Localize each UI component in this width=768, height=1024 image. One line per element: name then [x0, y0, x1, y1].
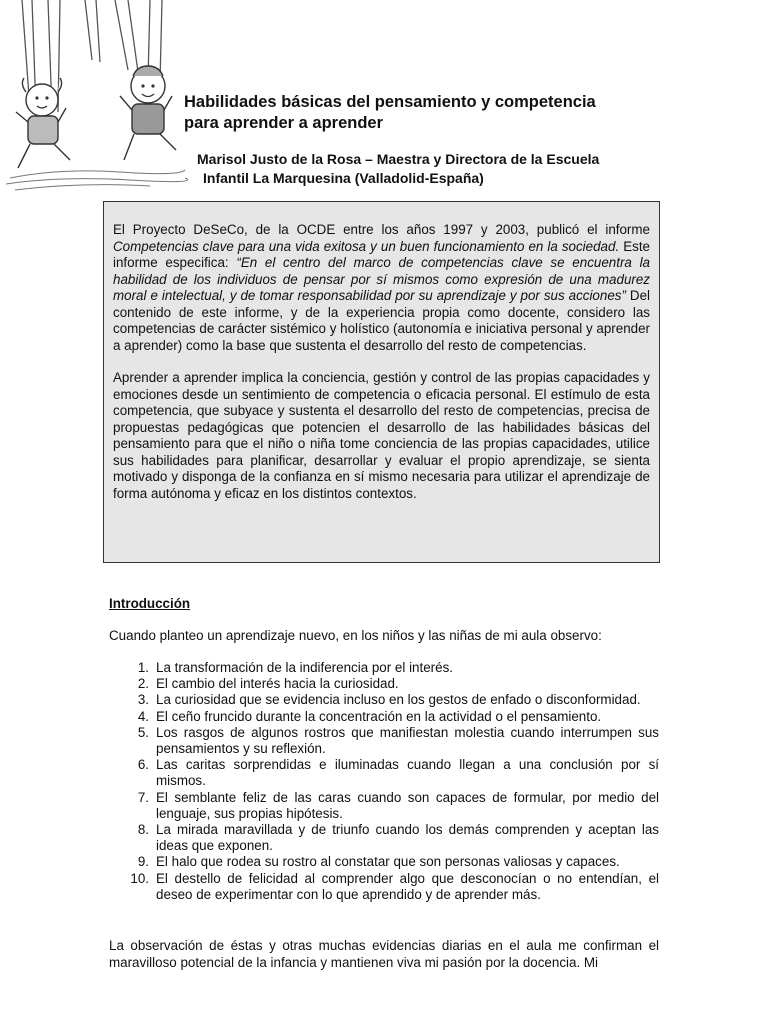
list-item: [109, 692, 659, 708]
list-number: 4.: [137, 708, 149, 724]
list-number: 9.: [137, 854, 149, 870]
list-item: [109, 757, 659, 789]
closing-paragraph: La observación de éstas y otras muchas evidencias diarias en el aula me confirman el maravilloso potencial de la infancia y mantienen viva mi pasión por la docencia. Mi: [109, 938, 659, 970]
list-number: 5.: [137, 724, 149, 740]
list-text: La mirada maravillada y de triunfo cuando los demás comprenden y aceptan las ideas que exponen.: [156, 822, 659, 854]
author-line-1: Marisol Justo de la Rosa – Maestra y Directora de la Escuela: [197, 151, 600, 167]
list-number: 10.: [130, 870, 149, 886]
list-text: El semblante feliz de las caras cuando son capaces de formular, por medio del lenguaje, sus propias hipótesis.: [156, 789, 659, 821]
list-text: El destello de felicidad al comprender algo que desconocían o no entendían, el deseo de experimentar con lo que aprendido y de aprender más.: [156, 870, 659, 902]
abstract-paragraph-1: [113, 222, 650, 354]
abstract-text: El Proyecto DeSeCo, de la OCDE entre los años 1997 y 2003, publicó el informe: [113, 222, 650, 237]
report-quote-italic: “En el centro del marco de competencias clave se encuentra la habilidad de los individuos de pensar por sí mismos como expresión de una madurez moral e intelectual, y de tomar responsabilidad por su aprendizaje y por sus acciones”: [113, 255, 650, 303]
observation-list: [109, 660, 659, 903]
document-title: [184, 92, 664, 134]
list-item: [109, 822, 659, 854]
author-line-2: Infantil La Marquesina (Valladolid-España): [203, 170, 484, 186]
list-number: 7.: [137, 789, 149, 805]
list-number: 2.: [137, 676, 149, 692]
list-text: Las caritas sorprendidas e iluminadas cuando llegan a una conclusión por sí mismos.: [156, 757, 659, 789]
list-item: [109, 660, 659, 676]
list-item: [109, 790, 659, 822]
list-text: Los rasgos de algunos rostros que manifiestan molestia cuando interrumpen sus pensamientos y su reflexión.: [156, 724, 659, 757]
list-number: 8.: [137, 822, 149, 838]
list-number: 3.: [137, 692, 149, 708]
list-text: La transformación de la indiferencia por el interés.: [156, 660, 453, 675]
list-item: [109, 854, 659, 870]
children-on-swings-illustration: [0, 0, 190, 200]
section-heading-introduccion: Introducción: [109, 596, 191, 611]
list-text: El halo que rodea su rostro al constatar que son personas valiosas y capaces.: [156, 854, 620, 870]
author-affiliation: [197, 150, 667, 188]
list-item: [109, 676, 659, 692]
title-line-2: para aprender a aprender: [184, 114, 383, 132]
list-item: [109, 725, 659, 757]
abstract-text: Del contenido de este informe, y de la experiencia propia como docente, considero las competencias de carácter sistémico y holístico (autonomía e iniciativa personal y aprender a aprender) como la base que sustenta el desarrollo del resto de competencias.: [113, 288, 650, 353]
list-text: El ceño fruncido durante la concentración en la actividad o el pensamiento.: [156, 708, 602, 724]
report-title-italic: Competencias clave para una vida exitosa y un buen funcionamiento en la sociedad.: [113, 238, 620, 254]
list-item: [109, 871, 659, 903]
abstract-text: Este informe especifica:: [113, 238, 650, 270]
abstract-paragraph-2: Aprender a aprender implica la conciencia, gestión y control de las propias capacidades y emociones desde un sentimiento de competencia o eficacia personal. El estímulo de esta competencia, que subyace y sustenta el desarrollo del resto de competencias, precisa de propuestas pedagógicas que potencien el desarrollo de las habilidades básicas del pensamiento para que el niño o niña tome conciencia de las propias capacidades, utilice sus habilidades para planificar, desarrollar y evaluar el propio aprendizaje, se sienta motivado y disponga de la confianza en sí mismo necesaria para utilizar el aprendizaje de forma autónoma y eficaz en los distintos contextos.: [113, 370, 650, 501]
list-text: El cambio del interés hacia la curiosidad.: [156, 676, 399, 692]
list-item: [109, 709, 659, 725]
list-text: La curiosidad que se evidencia incluso en los gestos de enfado o disconformidad.: [156, 692, 641, 708]
list-number: 6.: [137, 757, 149, 773]
title-line-1: Habilidades básicas del pensamiento y competencia: [184, 93, 596, 111]
abstract-box: [103, 201, 660, 563]
list-number: 1.: [137, 660, 149, 675]
introduction-lead: Cuando planteo un aprendizaje nuevo, en los niños y las niñas de mi aula observo:: [109, 628, 602, 643]
